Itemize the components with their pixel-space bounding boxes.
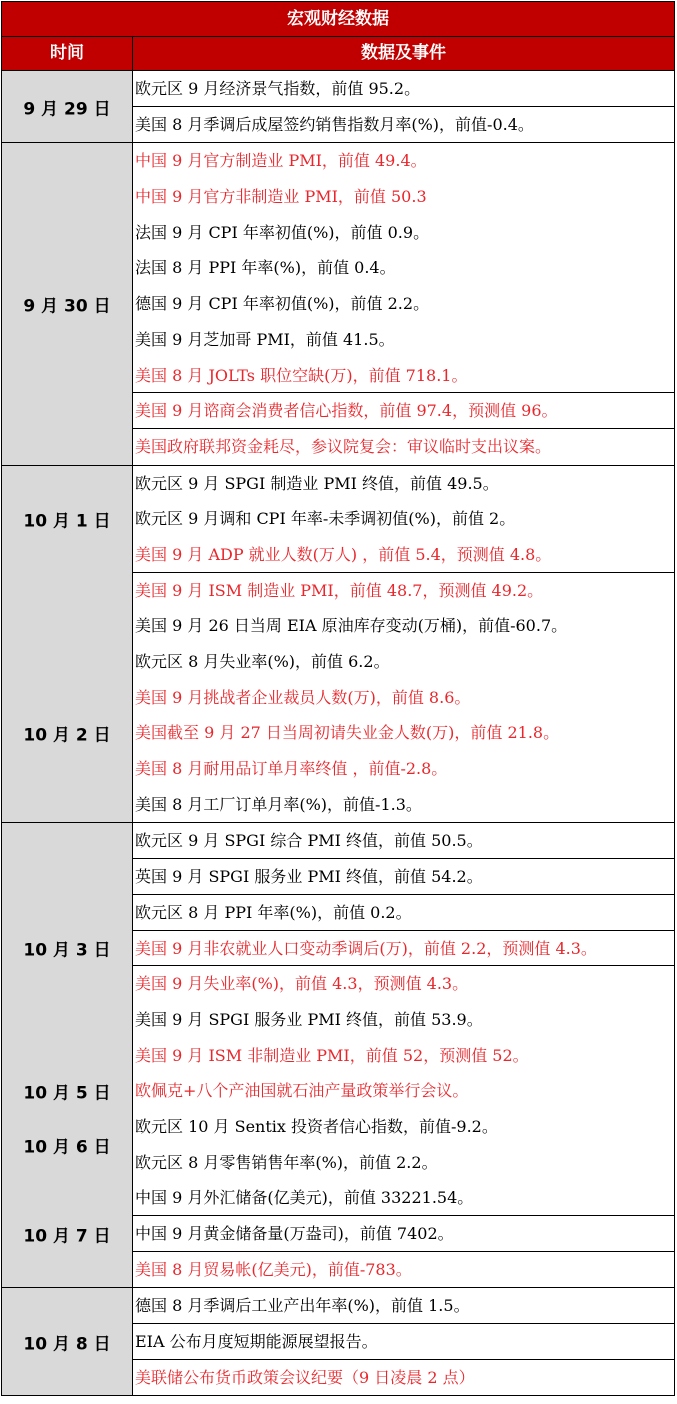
event-row: 美国 8 月贸易帐(亿美元)，前值-783。 bbox=[135, 1259, 412, 1279]
date-group bbox=[2, 71, 674, 143]
event-row: 美国 9 月挑战者企业裁员人数(万)，前值 8.6。 bbox=[135, 687, 471, 707]
event-row: 中国 9 月外汇储备(亿美元)，前值 33221.54。 bbox=[133, 1180, 674, 1216]
event-row: 欧元区 10 月 Sentix 投资者信心指数，前值-9.2。 bbox=[135, 1116, 498, 1136]
event-row: 欧元区 8 月失业率(%)，前值 6.2。 bbox=[135, 652, 390, 671]
event-row: 欧元区 9 月 SPGI 制造业 PMI 终值，前值 49.5。 bbox=[135, 473, 499, 493]
event-row: 美国 8 月 JOLTs 职位空缺(万)，前值 718.1。 bbox=[133, 358, 674, 394]
date-group bbox=[2, 466, 674, 824]
event-row: 美国 9 月芝加哥 PMI，前值 41.5。 bbox=[135, 329, 395, 349]
header-time: 时间 bbox=[2, 37, 133, 70]
event-row: 中国 9 月黄金储备量(万盎司)，前值 7402。 bbox=[133, 1216, 674, 1252]
date-label: 10 月 1 日 bbox=[23, 511, 111, 532]
event-row: 法国 8 月 PPI 年率(%)，前值 0.4。 bbox=[135, 258, 396, 278]
event-row: 中国 9 月官方制造业 PMI，前值 49.4。 bbox=[135, 151, 427, 171]
event-row: EIA 公布月度短期能源展望报告。 bbox=[133, 1324, 674, 1360]
date-label: 9 月 29 日 bbox=[23, 99, 111, 120]
events-column bbox=[133, 143, 674, 464]
event-row: 美国 9 月谘商会消费者信心指数，前值 97.4，预测值 96。 bbox=[133, 393, 674, 429]
event-row: 欧元区 9 月 SPGI 综合 PMI 终值，前值 50.5。 bbox=[133, 823, 674, 859]
table-body bbox=[2, 71, 674, 1395]
event-row: 美国政府联邦资金耗尽，参议院复会：审议临时支出议案。 bbox=[135, 436, 552, 456]
table-header bbox=[2, 37, 674, 71]
event-row: 法国 9 月 CPI 年率初值(%)，前值 0.9。 bbox=[135, 222, 430, 242]
header-data: 数据及事件 bbox=[361, 43, 446, 63]
date-label: 10 月 5 日 bbox=[23, 1083, 111, 1104]
event-row: 美国 9 月失业率(%)，前值 4.3，预测值 4.3。 bbox=[135, 974, 469, 994]
event-row: 美国 8 月耐用品订单月率终值 ，前值-2.8。 bbox=[135, 759, 448, 779]
event-row: 美国 9 月 ADP 就业人数(万人) ，前值 5.4，预测值 4.8。 bbox=[133, 537, 674, 573]
date-label: 10 月 3 日 bbox=[23, 940, 111, 961]
event-row: 美国 9 月 26 日当周 EIA 原油库存变动(万桶)，前值-60.7。 bbox=[135, 616, 568, 636]
date-label: 9 月 30 日 bbox=[23, 296, 111, 317]
event-row: 美国 9 月非农就业人口变动季调后(万)，前值 2.2，预测值 4.3。 bbox=[133, 931, 674, 967]
event-row: 中国 9 月官方非制造业 PMI，前值 50.3 bbox=[135, 187, 427, 207]
date-group bbox=[2, 823, 674, 1288]
date-label: 10 月 7 日 bbox=[23, 1226, 111, 1247]
event-row: 美国 8 月工厂订单月率(%)，前值-1.3。 bbox=[135, 794, 422, 814]
events-column bbox=[133, 71, 674, 142]
events-column bbox=[133, 466, 674, 823]
table-title: 宏观财经数据 bbox=[2, 2, 674, 37]
date-cell bbox=[2, 823, 133, 1287]
macro-calendar-table bbox=[1, 1, 675, 1396]
date-cell bbox=[2, 143, 133, 464]
event-row: 美联储公布货币政策会议纪要（9 日凌晨 2 点） bbox=[135, 1367, 475, 1387]
date-cell bbox=[2, 1288, 133, 1395]
date-label: 10 月 2 日 bbox=[23, 725, 111, 746]
date-cell bbox=[2, 466, 133, 823]
event-row: 美国截至 9 月 27 日当周初请失业金人数(万)，前值 21.8。 bbox=[135, 723, 560, 743]
event-row: 欧元区 9 月调和 CPI 年率-未季调初值(%)，前值 2。 bbox=[135, 509, 516, 529]
event-row: 德国 8 月季调后工业产出年率(%)，前值 1.5。 bbox=[133, 1288, 674, 1324]
date-label: 10 月 6 日 bbox=[23, 1137, 111, 1158]
events-column bbox=[133, 1288, 674, 1395]
events-column bbox=[133, 823, 674, 1287]
date-group bbox=[2, 1288, 674, 1395]
event-row: 欧元区 8 月零售销售年率(%)，前值 2.2。 bbox=[135, 1152, 438, 1172]
event-row: 欧元区 8 月 PPI 年率(%)，前值 0.2。 bbox=[133, 895, 674, 931]
date-group bbox=[2, 143, 674, 465]
date-label: 10 月 8 日 bbox=[23, 1334, 111, 1355]
event-row: 美国 8 月季调后成屋签约销售指数月率(%)，前值-0.4。 bbox=[135, 114, 534, 134]
event-row: 美国 9 月 SPGI 服务业 PMI 终值，前值 53.9。 bbox=[135, 1009, 483, 1029]
event-row: 美国 9 月 ISM 制造业 PMI，前值 48.7，预测值 49.2。 bbox=[135, 580, 544, 600]
event-row: 欧元区 9 月经济景气指数，前值 95.2。 bbox=[133, 71, 674, 107]
event-row: 德国 9 月 CPI 年率初值(%)，前值 2.2。 bbox=[135, 294, 430, 314]
date-cell bbox=[2, 71, 133, 142]
event-row: 美国 9 月 ISM 非制造业 PMI，前值 52，预测值 52。 bbox=[135, 1045, 529, 1065]
event-row: 欧佩克+八个产油国就石油产量政策举行会议。 bbox=[135, 1081, 469, 1101]
event-row: 英国 9 月 SPGI 服务业 PMI 终值，前值 54.2。 bbox=[133, 859, 674, 895]
